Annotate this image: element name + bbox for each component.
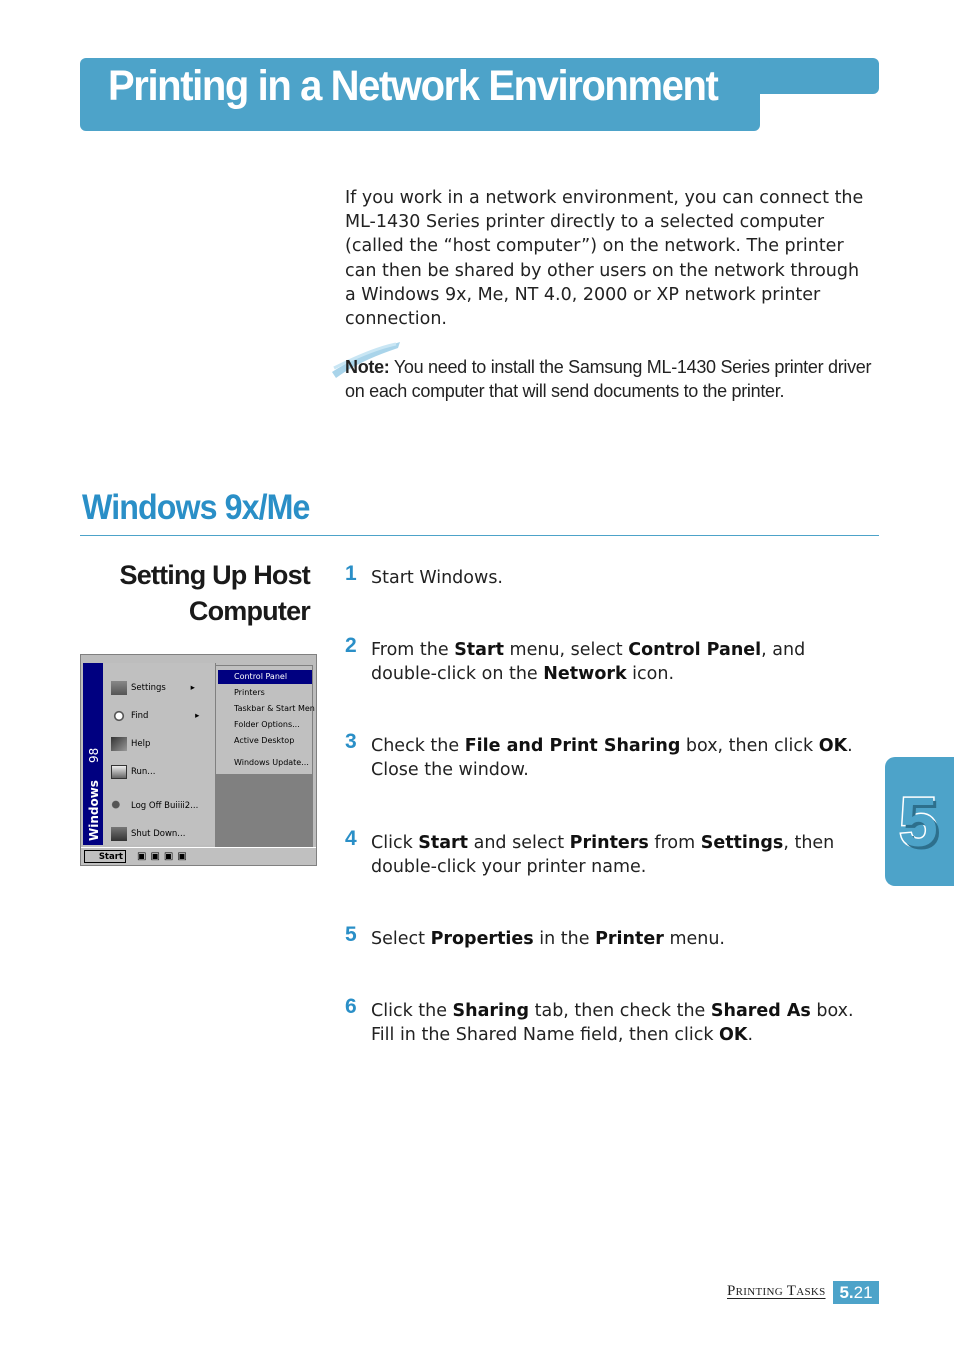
step-keyword: OK	[818, 736, 848, 756]
step-text-part: menu, select	[503, 640, 629, 660]
step-text-part: , and double-click on the	[371, 640, 806, 685]
start-button: Start	[84, 850, 126, 863]
arrow-right-icon: ▸	[190, 683, 195, 693]
start-menu-screenshot	[80, 654, 317, 866]
submenu-taskbar: Taskbar & Start Men	[234, 704, 315, 713]
step-text	[371, 566, 871, 590]
step-number: 5	[345, 923, 357, 946]
windows-brand: Windows	[87, 780, 101, 841]
step-number: 6	[345, 995, 357, 1018]
step-text-part: tab, then check the	[529, 1001, 711, 1021]
taskbar	[81, 847, 316, 866]
step-text	[371, 638, 871, 686]
submenu-active-desktop: Active Desktop	[234, 736, 295, 745]
step-text	[371, 734, 871, 782]
step-text-part: Click the	[371, 1001, 453, 1021]
step-keyword: Printer	[595, 929, 664, 949]
run-icon	[111, 765, 127, 779]
step-text-part: , then double-click your printer name.	[371, 833, 835, 878]
step-keyword: Sharing	[452, 1001, 530, 1021]
menu-item-settings: Settings ▸	[111, 679, 195, 697]
step-keyword: Printers	[569, 833, 649, 853]
step-keyword: Settings	[700, 833, 784, 853]
step-number: 1	[345, 562, 357, 585]
step-text-part: menu.	[663, 929, 725, 949]
step-number: 3	[345, 730, 357, 753]
step-keyword: OK	[719, 1025, 748, 1046]
step-text-part: in the	[533, 929, 596, 949]
step-keyword: Control Panel	[628, 640, 762, 660]
step-text-part: .	[747, 1025, 754, 1046]
menu-item-run: Run...	[111, 763, 155, 781]
step-text-part: box. Fill in the Shared Name field, then click	[371, 1001, 854, 1046]
page-number-badge	[833, 1281, 879, 1304]
step-text-part: Check the	[371, 736, 465, 756]
step-keyword: Start	[454, 640, 504, 660]
subsection-line-2: Computer	[188, 596, 310, 626]
chapter-number: 5	[899, 783, 938, 861]
intro-paragraph: If you work in a network environment, you can connect the ML-1430 Series printer directly to a selected computer (called the “host computer”) on the network. The printer can then be shared by other users on the network through a Windows 9x, Me, NT 4.0, 2000 or XP network printer connection.	[345, 188, 864, 330]
settings-submenu	[215, 665, 313, 775]
section-title: Windows 9x/Me	[82, 488, 310, 527]
note-text: You need to install the Samsung ML-1430 Series printer driver on each computer that will send documents to the printer.	[345, 357, 872, 401]
step-text-part: Select	[371, 929, 431, 949]
submenu-folder-options: Folder Options...	[234, 720, 300, 729]
start-menu	[103, 663, 216, 845]
subsection-line-1: Setting Up Host	[119, 560, 310, 590]
step-keyword: File and Print Sharing	[464, 736, 681, 756]
menu-item-find: Find ▸	[111, 707, 199, 725]
step-text-part: . Close the window.	[371, 736, 853, 781]
step-text-part: From the	[371, 640, 455, 660]
step-text-part: icon.	[626, 664, 675, 685]
step-text-part: Start Windows.	[371, 568, 503, 588]
note-label: Note:	[345, 357, 390, 377]
computer-icon	[111, 827, 127, 841]
step-keyword: Properties	[430, 929, 534, 949]
submenu-printers: Printers	[234, 688, 265, 697]
windows98-sidebar	[83, 663, 103, 845]
step-text-part: and select	[468, 833, 570, 853]
find-icon	[111, 709, 127, 723]
subsection-title	[90, 557, 310, 629]
quick-launch-icons: ▣▣▣▣	[137, 851, 191, 862]
arrow-right-icon: ▸	[195, 711, 200, 721]
section-divider	[80, 535, 879, 536]
note	[345, 355, 885, 403]
step-text	[371, 999, 871, 1047]
key-icon	[111, 799, 127, 813]
step-number: 4	[345, 827, 357, 850]
step-text	[371, 927, 871, 951]
step-text-part: box, then click	[680, 736, 819, 756]
footer-section-label: Printing Tasks	[727, 1283, 826, 1299]
step-keyword: Network	[543, 664, 627, 685]
submenu-windows-update: Windows Update...	[234, 758, 309, 767]
page-title: Printing in a Network Environment	[108, 62, 718, 110]
step-keyword: Shared As	[710, 1001, 811, 1021]
windows-version: 98	[87, 747, 101, 764]
menu-item-help: Help	[111, 735, 150, 753]
step-number: 2	[345, 634, 357, 657]
page-number: 21	[853, 1283, 873, 1302]
step-text-part: Click	[371, 833, 419, 853]
step-text	[371, 831, 871, 879]
help-icon	[111, 737, 127, 751]
step-text-part: from	[648, 833, 701, 853]
menu-item-logoff: Log Off Buiiii2...	[111, 797, 198, 815]
submenu-control-panel: Control Panel	[218, 670, 312, 684]
step-keyword: Start	[418, 833, 469, 853]
settings-icon	[111, 681, 127, 695]
page-chapter: 5.	[839, 1283, 854, 1302]
menu-item-shutdown: Shut Down...	[111, 825, 185, 843]
